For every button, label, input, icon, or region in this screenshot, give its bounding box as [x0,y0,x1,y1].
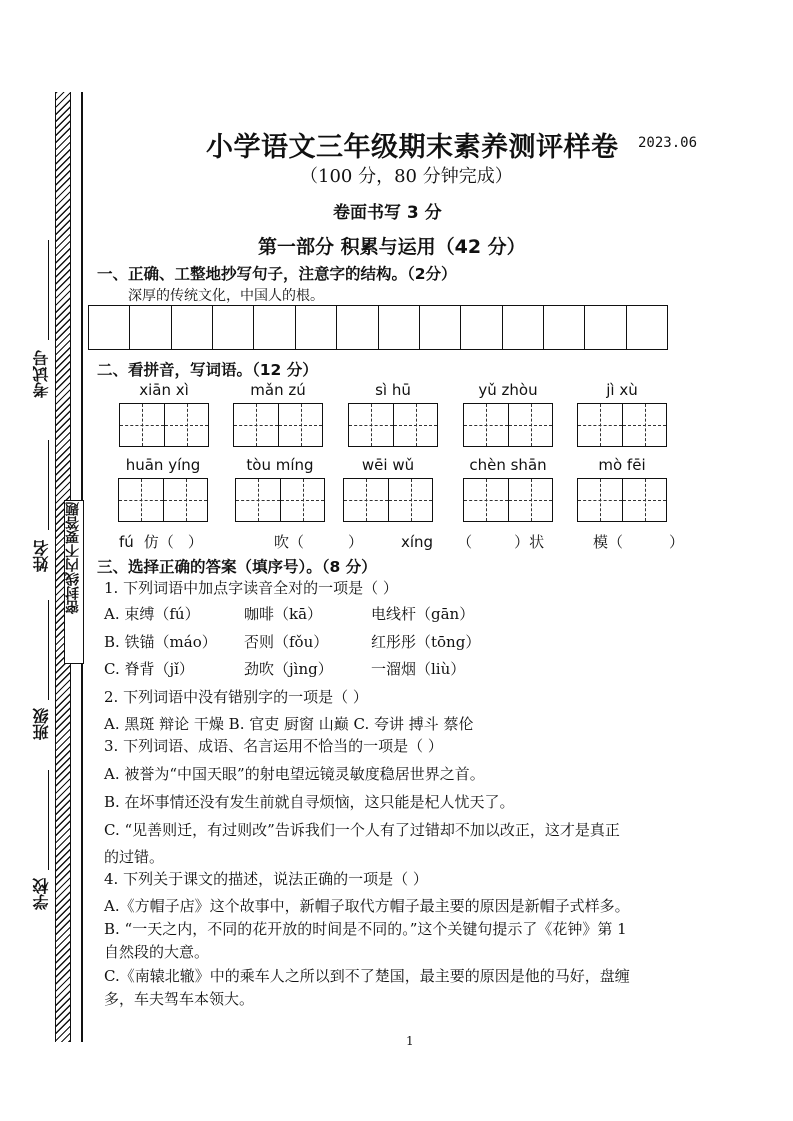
fill-item-mofang[interactable] [593,535,684,550]
q3-1-option-c-2: 劲吹（jìng） [244,660,333,678]
pinyin-item[interactable] [348,381,438,451]
q3-1-option-b-1: B. 铁锚（máo） [104,633,217,651]
q3-3-stem: 3. 下列词语、成语、名言运用不恰当的一项是（ ） [104,737,443,755]
q3-3-option-a: A. 被誉为“中国天眼”的射电望远镜灵敏度稳居世界之首。 [104,765,485,783]
fill-pinyin: xíng [401,533,434,551]
tianzige-grid[interactable] [233,403,323,447]
pinyin-item[interactable] [118,456,208,526]
fill-text: 模（ [593,533,624,551]
q3-4-option-b-line1: B. “一天之内，不同的花开放的时间是不同的。”这个关键句提示了《花钟》第 1 [104,920,627,938]
pinyin-label: yǔ zhòu [478,381,538,399]
q3-3-option-c-line2: 的过错。 [104,848,165,866]
tianzige-grid[interactable] [348,403,438,447]
tianzige-grid[interactable] [463,478,553,522]
fill-item-chuifu[interactable] [274,535,363,550]
pinyin-label: mò fēi [598,456,646,474]
q3-3-option-c-line1: C. “见善则迁，有过则改”告诉我们一个人有了过错却不加以改正，这才是真正 [104,821,620,839]
grid-cell[interactable] [544,306,585,349]
exam-date: 2023.06 [638,135,698,151]
pinyin-item[interactable] [577,381,667,451]
pinyin-item[interactable] [119,381,209,451]
exam-no-label: 考试号 [32,350,51,398]
tianzige-grid[interactable] [577,478,667,522]
grid-cell[interactable] [89,306,130,349]
fill-paren-close: ） [669,533,685,551]
pinyin-item[interactable] [233,381,323,451]
pinyin-item[interactable] [343,456,433,526]
pinyin-item[interactable] [577,456,667,526]
pinyin-label: mǎn zú [250,381,306,399]
q3-1-option-c-1: C. 脊背（jǐ） [104,660,194,678]
q3-4-option-c-line2: 多，车夫驾车本领大。 [104,990,255,1008]
tianzige-grid[interactable] [235,478,325,522]
tianzige-grid[interactable] [343,478,433,522]
pinyin-label: xiān xì [139,381,189,399]
exam-subtitle: （100 分，80 分钟完成） [300,166,513,187]
seal-note: 密封线内不要答题 [65,502,81,614]
grid-cell[interactable] [296,306,337,349]
q1-sentence: 深厚的传统文化，中国人的根。 [128,288,324,304]
pinyin-label: tòu míng [246,456,314,474]
fill-paren-open: （ [457,533,473,551]
pinyin-item[interactable] [235,456,325,526]
q3-3-option-b: B. 在坏事情还没有发生前就自寻烦恼，这只能是杞人忧天了。 [104,793,515,811]
school-label: 学校 [32,878,51,910]
grid-cell[interactable] [585,306,626,349]
pinyin-label: sì hū [375,381,411,399]
grid-cell[interactable] [213,306,254,349]
name-label: 姓名 [32,540,51,572]
q3-4-option-c-line1: C.《南辕北辙》中的乘车人之所以到不了楚国，最主要的原因是他的马好，盘缠 [104,967,630,985]
pinyin-label: chèn shān [469,456,547,474]
grid-cell[interactable] [130,306,171,349]
pinyin-item[interactable] [463,381,553,451]
grid-cell[interactable] [420,306,461,349]
fill-paren-close: ） [187,533,203,551]
q3-1-option-a-3: 电线杆（gān） [371,605,475,623]
q3-heading: 三、选择正确的答案（填序号）。（8 分） [97,558,377,576]
q3-4-option-b-line2: 自然段的大意。 [104,943,210,961]
fill-paren-close: ） [348,533,364,551]
pinyin-label: wēi wǔ [361,456,415,474]
fill-pinyin: fú [119,533,134,551]
pinyin-item[interactable] [463,456,553,526]
fill-text: 吹（ [274,533,305,551]
fill-text: ）状 [514,533,545,551]
fill-paren-open: （ [158,533,174,551]
copy-writing-grid[interactable] [88,305,668,350]
name-line [48,440,49,530]
pinyin-label: jì xù [606,381,638,399]
q3-4-option-a: A.《方帽子店》这个故事中，新帽子取代方帽子最主要的原因是新帽子式样多。 [104,897,630,915]
q1-heading: 一、正确、工整地抄写句子，注意字的结构。（2分） [97,265,457,283]
handwriting-score-note: 卷面书写 3 分 [333,203,442,223]
grid-cell[interactable] [503,306,544,349]
tianzige-grid[interactable] [577,403,667,447]
q3-2-options: A. 黑斑 辩论 干燥 B. 官吏 厨窗 山巅 C. 夸讲 搏斗 蔡伦 [104,715,474,733]
exam-title: 小学语文三年级期末素养测评样卷 [206,132,619,163]
q3-1-option-c-3: 一溜烟（liù） [371,660,466,678]
pinyin-label: huān yíng [125,456,201,474]
q3-2-stem: 2. 下列词语中没有错别字的一项是（ ） [104,688,368,706]
q3-1-option-b-2: 否则（fǒu） [244,633,329,651]
q2-heading: 二、看拼音，写词语。（12 分） [97,361,318,379]
q3-1-option-b-3: 红彤彤（tōng） [371,633,481,651]
exam-no-line [48,240,49,340]
grid-cell[interactable] [627,306,667,349]
q3-1-option-a-2: 咖啡（kā） [244,605,323,623]
fill-item-xingzhuang[interactable] [401,535,544,550]
grid-cell[interactable] [461,306,502,349]
tianzige-grid[interactable] [463,403,553,447]
page-number: 1 [406,1034,414,1048]
grid-cell[interactable] [337,306,378,349]
fill-item-fangfu[interactable] [119,535,203,550]
class-label: 班级 [32,708,51,740]
part-title: 第一部分 积累与运用（42 分） [258,236,526,258]
tianzige-grid[interactable] [119,403,209,447]
class-line [48,600,49,700]
grid-cell[interactable] [254,306,295,349]
grid-cell[interactable] [379,306,420,349]
fill-char: 仿 [143,533,159,551]
q3-4-stem: 4. 下列关于课文的描述，说法正确的一项是（ ） [104,870,428,888]
q3-1-option-a-1: A. 束缚（fú） [104,605,200,623]
grid-cell[interactable] [172,306,213,349]
q3-1-stem: 1. 下列词语中加点字读音全对的一项是（ ） [104,579,398,597]
tianzige-grid[interactable] [118,478,208,522]
school-line [48,770,49,870]
